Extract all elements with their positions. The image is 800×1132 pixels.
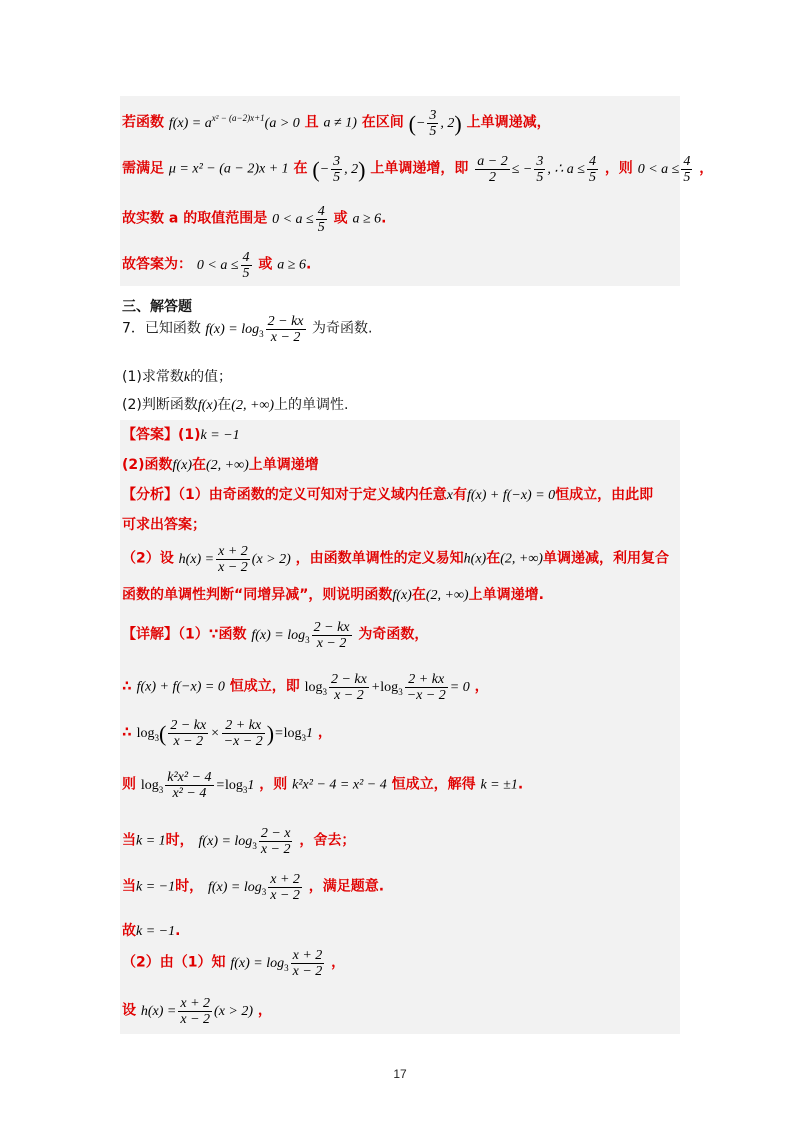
analysis-line1: 【分析】（1）由奇函数的定义可知对于定义域内任意x有f(x) + f(−x) = 0恒成立，由此即 — [122, 487, 654, 503]
page-number: 17 — [393, 1067, 407, 1081]
analysis-line2: 可求出答案； — [122, 517, 206, 533]
detail-line5: 当k = 1时， $f(x) = \log_3$ $\frac{2 - x}{x - 2}$ ，舍去； — [122, 826, 356, 857]
analysis-line4: 函数的单调性判断“同增异减”，则说明函数f(x)在(2, +∞)上单调递增. — [122, 587, 544, 603]
detail-line4: 则 $\log_3$ $\frac{\text{k²x² − 4}}{\text{x² − 4}}$ $=\log_31$ ，则 k²x² − 4 = x² − 4 恒成立，解得 k = ±1. — [122, 770, 524, 801]
detail-line8: （2）由（1）知 $f(x) = \log_3$ $\frac{x + 2}{x - 2}$ ， — [122, 948, 346, 979]
detail-line3: ∴ $\log_3$( $\frac{2 - kx}{x - 2}$ × $\frac{2 + kx}{-x - 2}$ )$=\log_31$ ， — [122, 718, 332, 749]
detail-line7: 故k = −1. — [122, 923, 181, 939]
answer-1: 【答案】(1)k = −1 — [122, 427, 240, 443]
box1-line1: 若函数 $f(x) = a^{x^2 - (a-2)x+1}(a > 0$ 且 a ≠ 1) 在区间 (− $\frac{3}{5}$ , 2) 上单调递减， — [122, 108, 551, 139]
analysis-line3: （2）设 h(x) = $\frac{x + 2}{x - 2}$ (x > 2) ，由函数单调性的定义易知h(x)在(2, +∞)单调递减，利用复合 — [122, 544, 669, 575]
answer-2: (2)函数f(x)在(2, +∞)上单调递增 — [122, 457, 319, 473]
detail-line1: 【详解】（1）∵函数 $f(x) = \log_3$ $\frac{2 - kx}{x - 2}$ 为奇函数， — [122, 620, 429, 651]
detail-line2: ∴ f(x) + f(−x) = 0 恒成立，即 $\log_3$ $\frac{2 - kx}{x - 2}$ $+\log_3$ $\frac{2 + kx}{-x - 2}$ = 0 ， — [122, 672, 489, 703]
section-heading: 三、解答题 — [122, 299, 192, 315]
box1-line3: 故实数 a 的取值范围是 0 < a ≤ $\frac{4}{5}$ 或 a ≥ 6. — [122, 204, 387, 235]
question-7-part1: (1)求常数k的值； — [122, 369, 233, 385]
box1-line4: 故答案为： 0 < a ≤ $\frac{4}{5}$ 或 a ≥ 6. — [122, 250, 312, 281]
box1-line2: 需满足 μ = x² − (a − 2)x + 1 在 (− $\frac{3}{5}$ , 2) 上单调递增，即 $\frac{a - 2}{2}$ ≤ − $\frac{3}{5}$ , ∴ a ≤ $\frac{4}{5}$ ，则 0 < a ≤ $\frac{4}{5}$ ， — [122, 154, 714, 185]
question-7: 7．已知函数 $f(x) = \log_3$ $\frac{2 - kx}{x - 2}$ 为奇函数. — [122, 314, 373, 345]
detail-line6: 当k = −1时， $f(x) = \log_3$ $\frac{x + 2}{x - 2}$ ，满足题意. — [122, 872, 385, 903]
question-7-part2: (2)判断函数f(x)在(2, +∞)上的单调性. — [122, 397, 349, 413]
detail-line9: 设 h(x) = $\frac{x + 2}{x - 2}$ (x > 2) ， — [122, 996, 272, 1027]
